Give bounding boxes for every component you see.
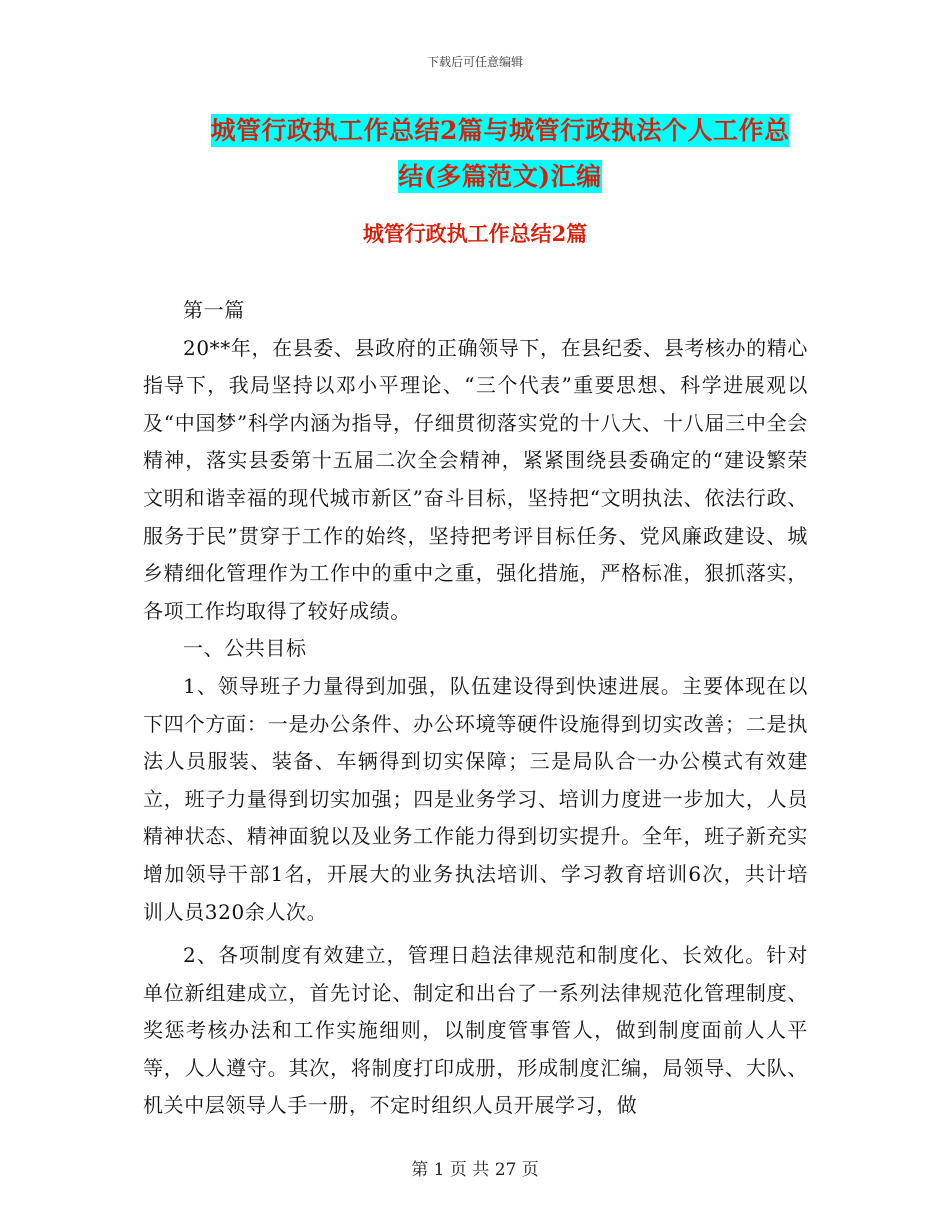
paragraph-part-label: 第一篇 — [183, 298, 245, 322]
document-title — [180, 108, 820, 200]
paragraph-item-2: 2、各项制度有效建立，管理日趋法律规范和制度化、长效化。针对单位新组建成立，首先讨论、制定和出台了一系列法律规范化管理制度、奖惩考核办法和工作实施细则，以制度管事管人，做到制度面前人人平等，人人遵守。其次，将制度打印成册，形成制度汇编，局领导、大队、机关中层领导人手一册，不定时组织人员开展学习，做 — [143, 943, 808, 1118]
body-text — [143, 292, 808, 1125]
paragraph-intro: 20**年，在县委、县政府的正确领导下，在县纪委、县考核办的精心指导下，我局坚持以邓小平理论、“三个代表”重要思想、科学进展观以及“中国梦”科学内涵为指导，仔细贯彻落实党的十八大、十八届三中全会精神，落实县委第十五届二次全会精神，紧紧围绕县委确定的“建设繁荣文明和谐幸福的现代城市新区”奋斗目标，坚持把“文明执法、依法行政、服务于民”贯穿于工作的始终，坚持把考评目标任务、党风廉政建设、城乡精细化管理作为工作中的重中之重，强化措施，严格标准，狠抓落实，各项工作均取得了较好成绩。 — [143, 335, 808, 623]
paragraph-heading-public-goals: 一、公共目标 — [183, 636, 307, 661]
paragraph-item-1: 1、领导班子力量得到加强，队伍建设得到快速进展。主要体现在以下四个方面：一是办公条件、办公环境等硬件设施得到切实改善；二是执法人员服装、装备、车辆得到切实保障；三是局队合一办公模式有效建立，班子力量得到切实加强；四是业务学习、培训力度进一步加大，人员精神状态、精神面貌以及业务工作能力得到切实提升。全年，班子新充实增加领导干部1名，开展大的业务执法培训、学习教育培训6次，共计培训人员320余人次。 — [143, 673, 808, 924]
header-note: 下载后可任意编辑 — [426, 55, 523, 69]
page-footer: 第 1 页 共 27 页 — [411, 1160, 539, 1180]
document-title-line-1: 城管行政执工作总结2篇与城管行政执法个人工作总 — [210, 116, 790, 145]
section-title: 城管行政执工作总结2篇 — [362, 221, 588, 246]
document-title-line-2: 结(多篇范文)汇编 — [398, 162, 602, 191]
